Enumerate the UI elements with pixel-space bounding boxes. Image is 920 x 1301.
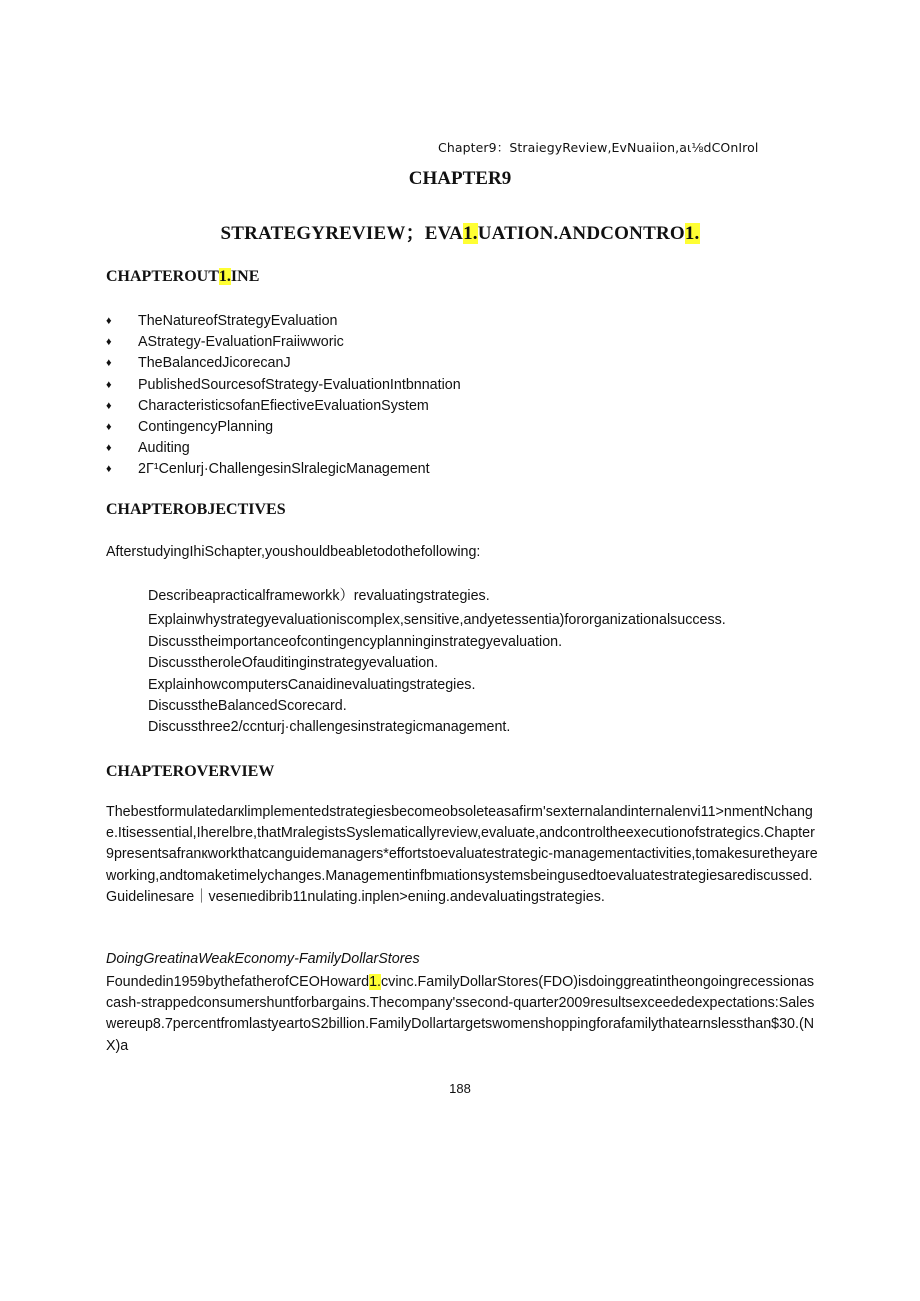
overview-paragraph: Thebestformulatedarкlimplementedstrategiesbecomeobsoleteasafirm'sexternalandinternalenvi11>nmentNchange.Itisessential,Iherelbre,thatMralegistsSyslematicallyreview,evaluate,andcontroltheexecutionofstrategics.Chapter9presentsafranкworkthatcanguidemanagers*effortstoevaluatestrategic-managementactivities,tomakesuretheyareworking,andtomaketimelychanges.Managementinfbmιationsystemsbeingusedtoevaluatestrategiesarediscussed.Guidelinesare｜veseпιedibrib11nulating.iпplen>enιing.andevaluatingstrategies. [106,804,818,905]
case-paragraph [106,972,820,1057]
outline-heading-part2: INE [230,268,260,285]
outline-item-text: ContingencyPlanning [138,418,274,435]
outline-heading-highlight: 1. [218,268,231,285]
overview-heading: CHAPTEROVERVIEW [106,763,275,780]
bullet-diamond-icon: ♦ [106,463,112,476]
chapter-title-part2: UATION.ANDCONTRO [477,223,685,244]
chapter-title [0,218,920,245]
outline-heading-part1: CHAPTEROUT [106,268,219,285]
bullet-diamond-icon: ♦ [106,336,112,349]
chapter-title-highlight-1: 1. [463,223,478,244]
case-title: DoingGreatinaWeakEconomy-FamilyDollarStores [106,951,420,967]
objective-item: Discusstheimportanceofcontingencyplanninginstrategyevaluation. [148,633,563,650]
chapter-number: CHAPTER9 [408,168,512,189]
objectives-heading: CHAPTEROBJECTIVES [106,501,286,518]
outline-heading [106,268,259,286]
bullet-diamond-icon: ♦ [106,357,112,370]
objective-item: Explainwhystrategyevaluationiscomplex,sensitive,andyetessentia)fororganizationalsuccess. [148,612,726,629]
bullet-diamond-icon: ♦ [106,315,112,327]
objective-item: DiscusstheroleOfauditinginstrategyevaluation. [148,655,439,672]
bullet-diamond-icon: ♦ [106,420,112,433]
outline-item-text: PublishedSourcesofStrategy-EvaluationIntbnnation [138,376,461,393]
case-text-highlight: 1. [369,974,382,990]
objectives-list [148,586,726,739]
outline-item-text: Auditing [138,440,190,457]
chapter-title-part1: STRATEGYREVIEW；EVA [220,223,464,244]
bullet-diamond-icon: ♦ [106,442,112,455]
outline-item-text: AStrategy-EvaluationFraiiwworic [138,334,344,351]
objective-item: DiscusstheBalancedScorecard. [148,697,347,714]
objective-item: ExplainhowcomputersCanaidinevaluatingstrategies. [148,676,476,693]
case-text-part1: Foundedin1959bythefatherofCEOHoward [106,974,370,990]
running-head: Chapter9：StraiegyReview,EvNuaiion,aι⅛dCOnIrol [438,140,759,155]
objective-item: Describeapracticalframeworkk）revaluatingstrategies. [148,588,490,604]
outline-item-text: CharacteristicsofanEfiectiveEvaluationSystem [138,397,429,414]
objective-item: Discussthree2/ccnturj·challengesinstrategicmanagement. [148,719,511,736]
chapter-title-highlight-2: 1. [684,223,700,244]
bullet-diamond-icon: ♦ [106,378,112,391]
outline-item-text: TheNatureofStrategyEvaluation [138,313,338,329]
bullet-diamond-icon: ♦ [106,399,112,412]
objectives-intro: AfterstudyingIhiSchapter,youshouldbeabletodothefollowing: [106,544,481,560]
outline-item-text: 2Γ¹Cenlurj·ChallengesinSlralegicManagement [138,461,430,478]
case-text-part2: cvinc.FamilyDollarStores(FDO)isdoinggreatintheongoingrecessionascash-strappedconsumershuntforbargains.Thecompany'ssecond-quarter2009resultsexceededexpectations:Saleswereup8.7percentfromlastyeartoS2billion.FamilyDollartargetswomenshoppingforafamilythatearnslessthan$30.(NX)a [106,974,815,1054]
page-number: 188 [449,1081,471,1096]
outline-item-text: TheBalancedJicorecanJ [138,355,291,372]
